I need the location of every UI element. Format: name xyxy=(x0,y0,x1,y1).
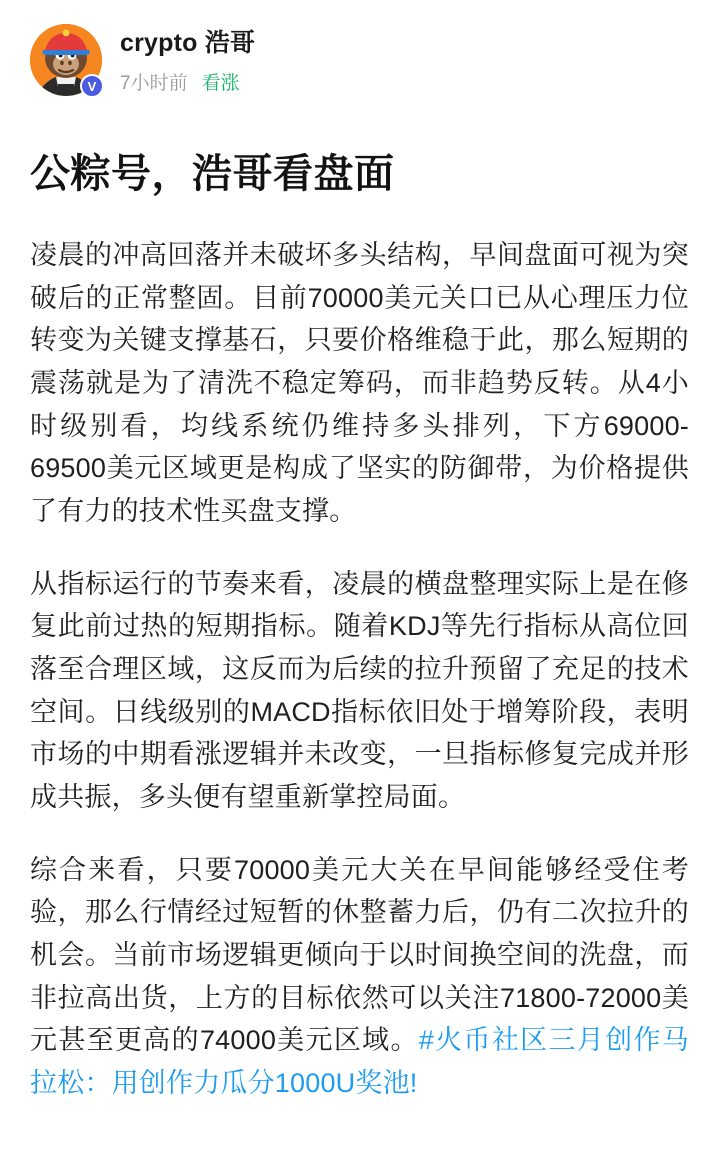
post-paragraph: 凌晨的冲高回落并未破坏多头结构，早间盘面可视为突破后的正常整固。目前70000美元关口已从心理压力位转变为关键支撑基石，只要价格维稳于此，那么短期的震荡就是为了清洗不稳定筹码，而非趋势反转。从4小时级别看，均线系统仍维持多头排列，下方69000-69500美元区域更是构成了坚实的防御带，为价格提供了有力的技术性买盘支撑。 xyxy=(30,240,689,526)
hashtag-link[interactable]: #火币社区三月创作马拉松：用创作力瓜分1000U奖池! xyxy=(30,1025,689,1098)
post-body xyxy=(30,234,689,1104)
avatar[interactable] xyxy=(30,24,102,96)
post-header xyxy=(30,18,689,96)
post-timestamp: 7小时前 xyxy=(120,73,188,95)
post-paragraph-with-hashtag xyxy=(30,849,689,1105)
author-name[interactable]: crypto 浩哥 xyxy=(120,29,256,57)
page-title: 公粽号，浩哥看盘面 xyxy=(30,152,395,196)
post-paragraph: 从指标运行的节奏来看，凌晨的横盘整理实际上是在修复此前过热的短期指标。随着KDJ等先行指标从高位回落至合理区域，这反而为后续的拉升预留了充足的技术空间。日线级别的MACD指标依旧处于增筹阶段，表明市场的中期看涨逻辑并未改变，一旦指标修复完成并形成共振，多头便有望重新掌控局面。 xyxy=(30,568,689,812)
author-block xyxy=(120,24,255,95)
verified-badge-icon: V xyxy=(80,74,104,98)
post-meta xyxy=(120,68,255,95)
sentiment-badge[interactable]: 看涨 xyxy=(201,73,240,95)
paragraph-text: 综合来看，只要70000美元大关在早间能够经受住考验，那么行情经过短暂的休整蓄力后，仍有二次拉升的机会。当前市场逻辑更倾向于以时间换空间的洗盘，而非拉高出货，上方的目标依然可以关注71800-72000美元甚至更高的74000美元区域。 xyxy=(30,854,689,1056)
